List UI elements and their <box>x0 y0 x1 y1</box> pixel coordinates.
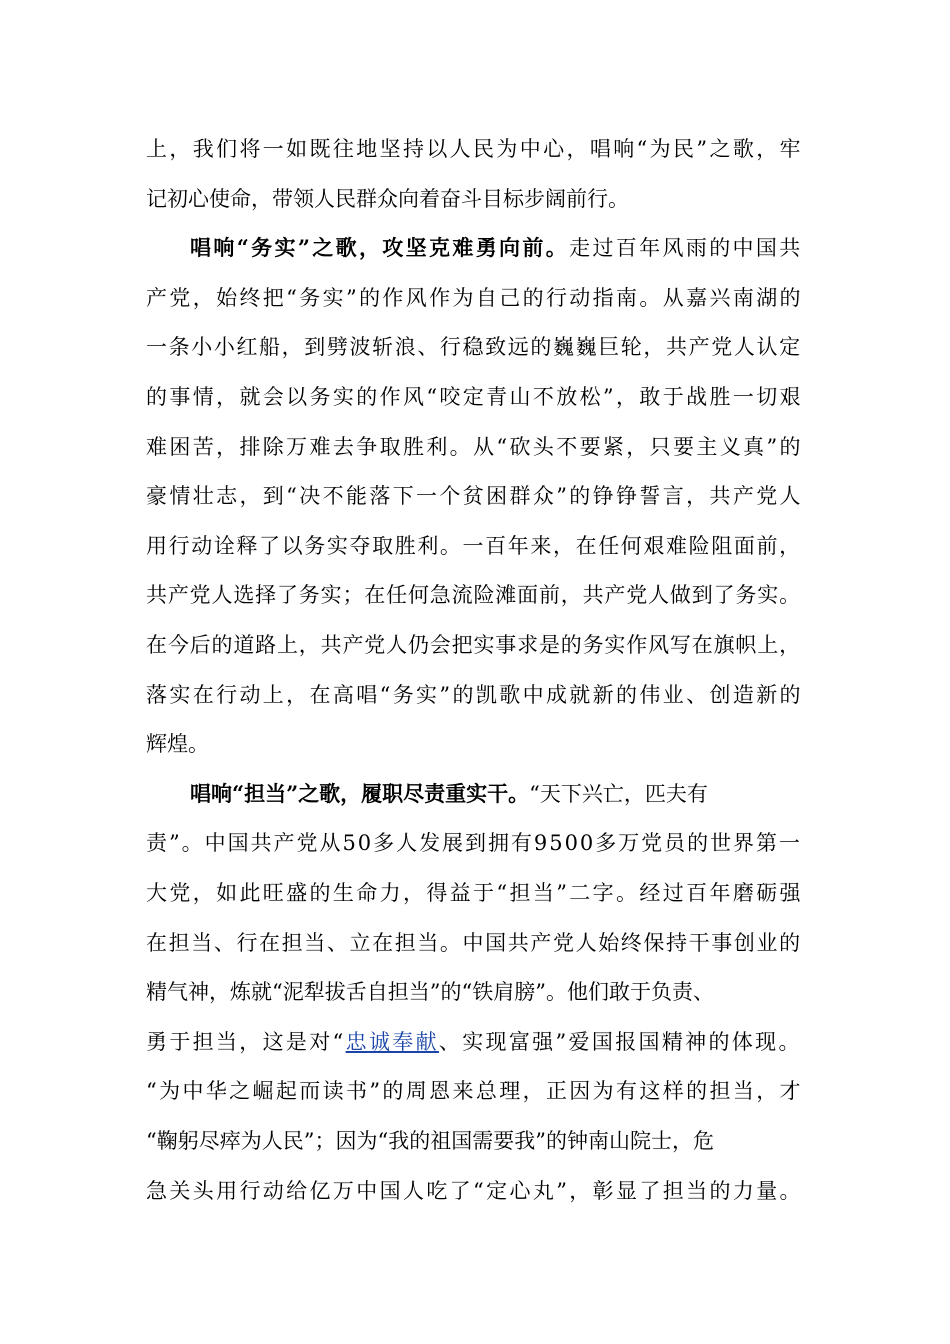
text-line <box>146 878 803 908</box>
body-text: 上，我们将一如既往地坚持以人民为中心，唱响“为民”之歌，牢 <box>146 137 803 161</box>
body-text: 勇于担当，这是对“ <box>146 1029 346 1054</box>
text-line <box>146 1027 802 1057</box>
body-text: “为中华之崛起而读书”的周恩来总理，正因为有这样的担当，才 <box>146 1079 803 1104</box>
body-text: 在担当、行在担当、立在担当。中国共产党人始终保持干事创业的 <box>146 930 802 955</box>
text-line <box>146 1126 714 1156</box>
body-text: 共产党人选择了务实；在任何急流险滩面前，共产党人做到了务实。 <box>146 583 801 608</box>
section-heading: 唱响“务实”之歌，攻坚克难勇向前。 <box>190 235 570 261</box>
body-text: 辉煌。 <box>146 732 209 757</box>
text-line <box>190 233 803 263</box>
body-text: 精气神，炼就“泥犁拔舌自担当”的“铁肩膀”。他们敢于负责、 <box>146 980 714 1005</box>
body-text: 大党，如此旺盛的生命力，得益于“担当”二字。经过百年磨砺强 <box>146 881 803 905</box>
text-line <box>146 1176 803 1206</box>
body-text: 责”。中国共产党从50多人发展到拥有9500多万党员的世界第一 <box>146 831 802 856</box>
text-line <box>146 928 802 958</box>
text-line <box>146 1076 803 1106</box>
body-text: 急关头用行动给亿万中国人吃了“定心丸”，彰显了担当的力量。 <box>146 1178 803 1203</box>
text-line <box>146 283 803 313</box>
body-text: “鞠躬尽瘁为人民”；因为“我的祖国需要我”的钟南山院士，危 <box>146 1129 714 1153</box>
body-text: “天下兴亡，匹夫有 <box>529 781 708 806</box>
text-line <box>146 432 803 462</box>
body-text: 在今后的道路上，共产党人仍会把实事求是的务实作风写在旗帜上， <box>146 633 801 657</box>
body-text: 一条小小红船，到劈波斩浪、行稳致远的巍巍巨轮，共产党人认定 <box>146 335 802 360</box>
text-line <box>146 580 801 610</box>
text-line <box>146 481 803 511</box>
text-line <box>146 332 802 362</box>
body-text: 记初心使命，带领人民群众向着奋斗目标步阔前行。 <box>146 186 629 211</box>
text-line <box>146 977 714 1007</box>
text-line <box>146 134 803 164</box>
body-text: 产党，始终把“务实”的作风作为自己的行动指南。从嘉兴南湖的 <box>146 285 803 310</box>
text-line <box>146 382 803 412</box>
text-line <box>146 680 803 710</box>
body-text: 、实现富强”爱国报国精神的体现。 <box>438 1029 802 1054</box>
section-heading: 唱响“担当”之歌，履职尽责重实干。 <box>190 780 530 806</box>
text-line <box>146 828 802 858</box>
body-text: 豪情壮志，到“决不能落下一个贫困群众”的铮铮誓言，共产党人 <box>146 484 803 509</box>
text-line <box>146 184 629 214</box>
body-text: 走过百年风雨的中国共 <box>569 236 803 261</box>
body-text: 难困苦，排除万难去争取胜利。从“砍头不要紧，只要主义真”的 <box>146 434 803 459</box>
body-text: 用行动诠释了以务实夺取胜利。一百年来，在任何艰难险阻面前， <box>146 533 802 558</box>
text-line <box>146 729 209 759</box>
text-line <box>146 531 802 561</box>
body-text: 的事情，就会以务实的作风“咬定青山不放松”，敢于战胜一切艰 <box>146 385 803 409</box>
hyperlink[interactable]: 忠诚奉献 <box>345 1029 439 1054</box>
text-line <box>190 779 708 809</box>
body-text: 落实在行动上，在高唱“务实”的凯歌中成就新的伟业、创造新的 <box>146 682 803 707</box>
text-line <box>146 630 801 660</box>
